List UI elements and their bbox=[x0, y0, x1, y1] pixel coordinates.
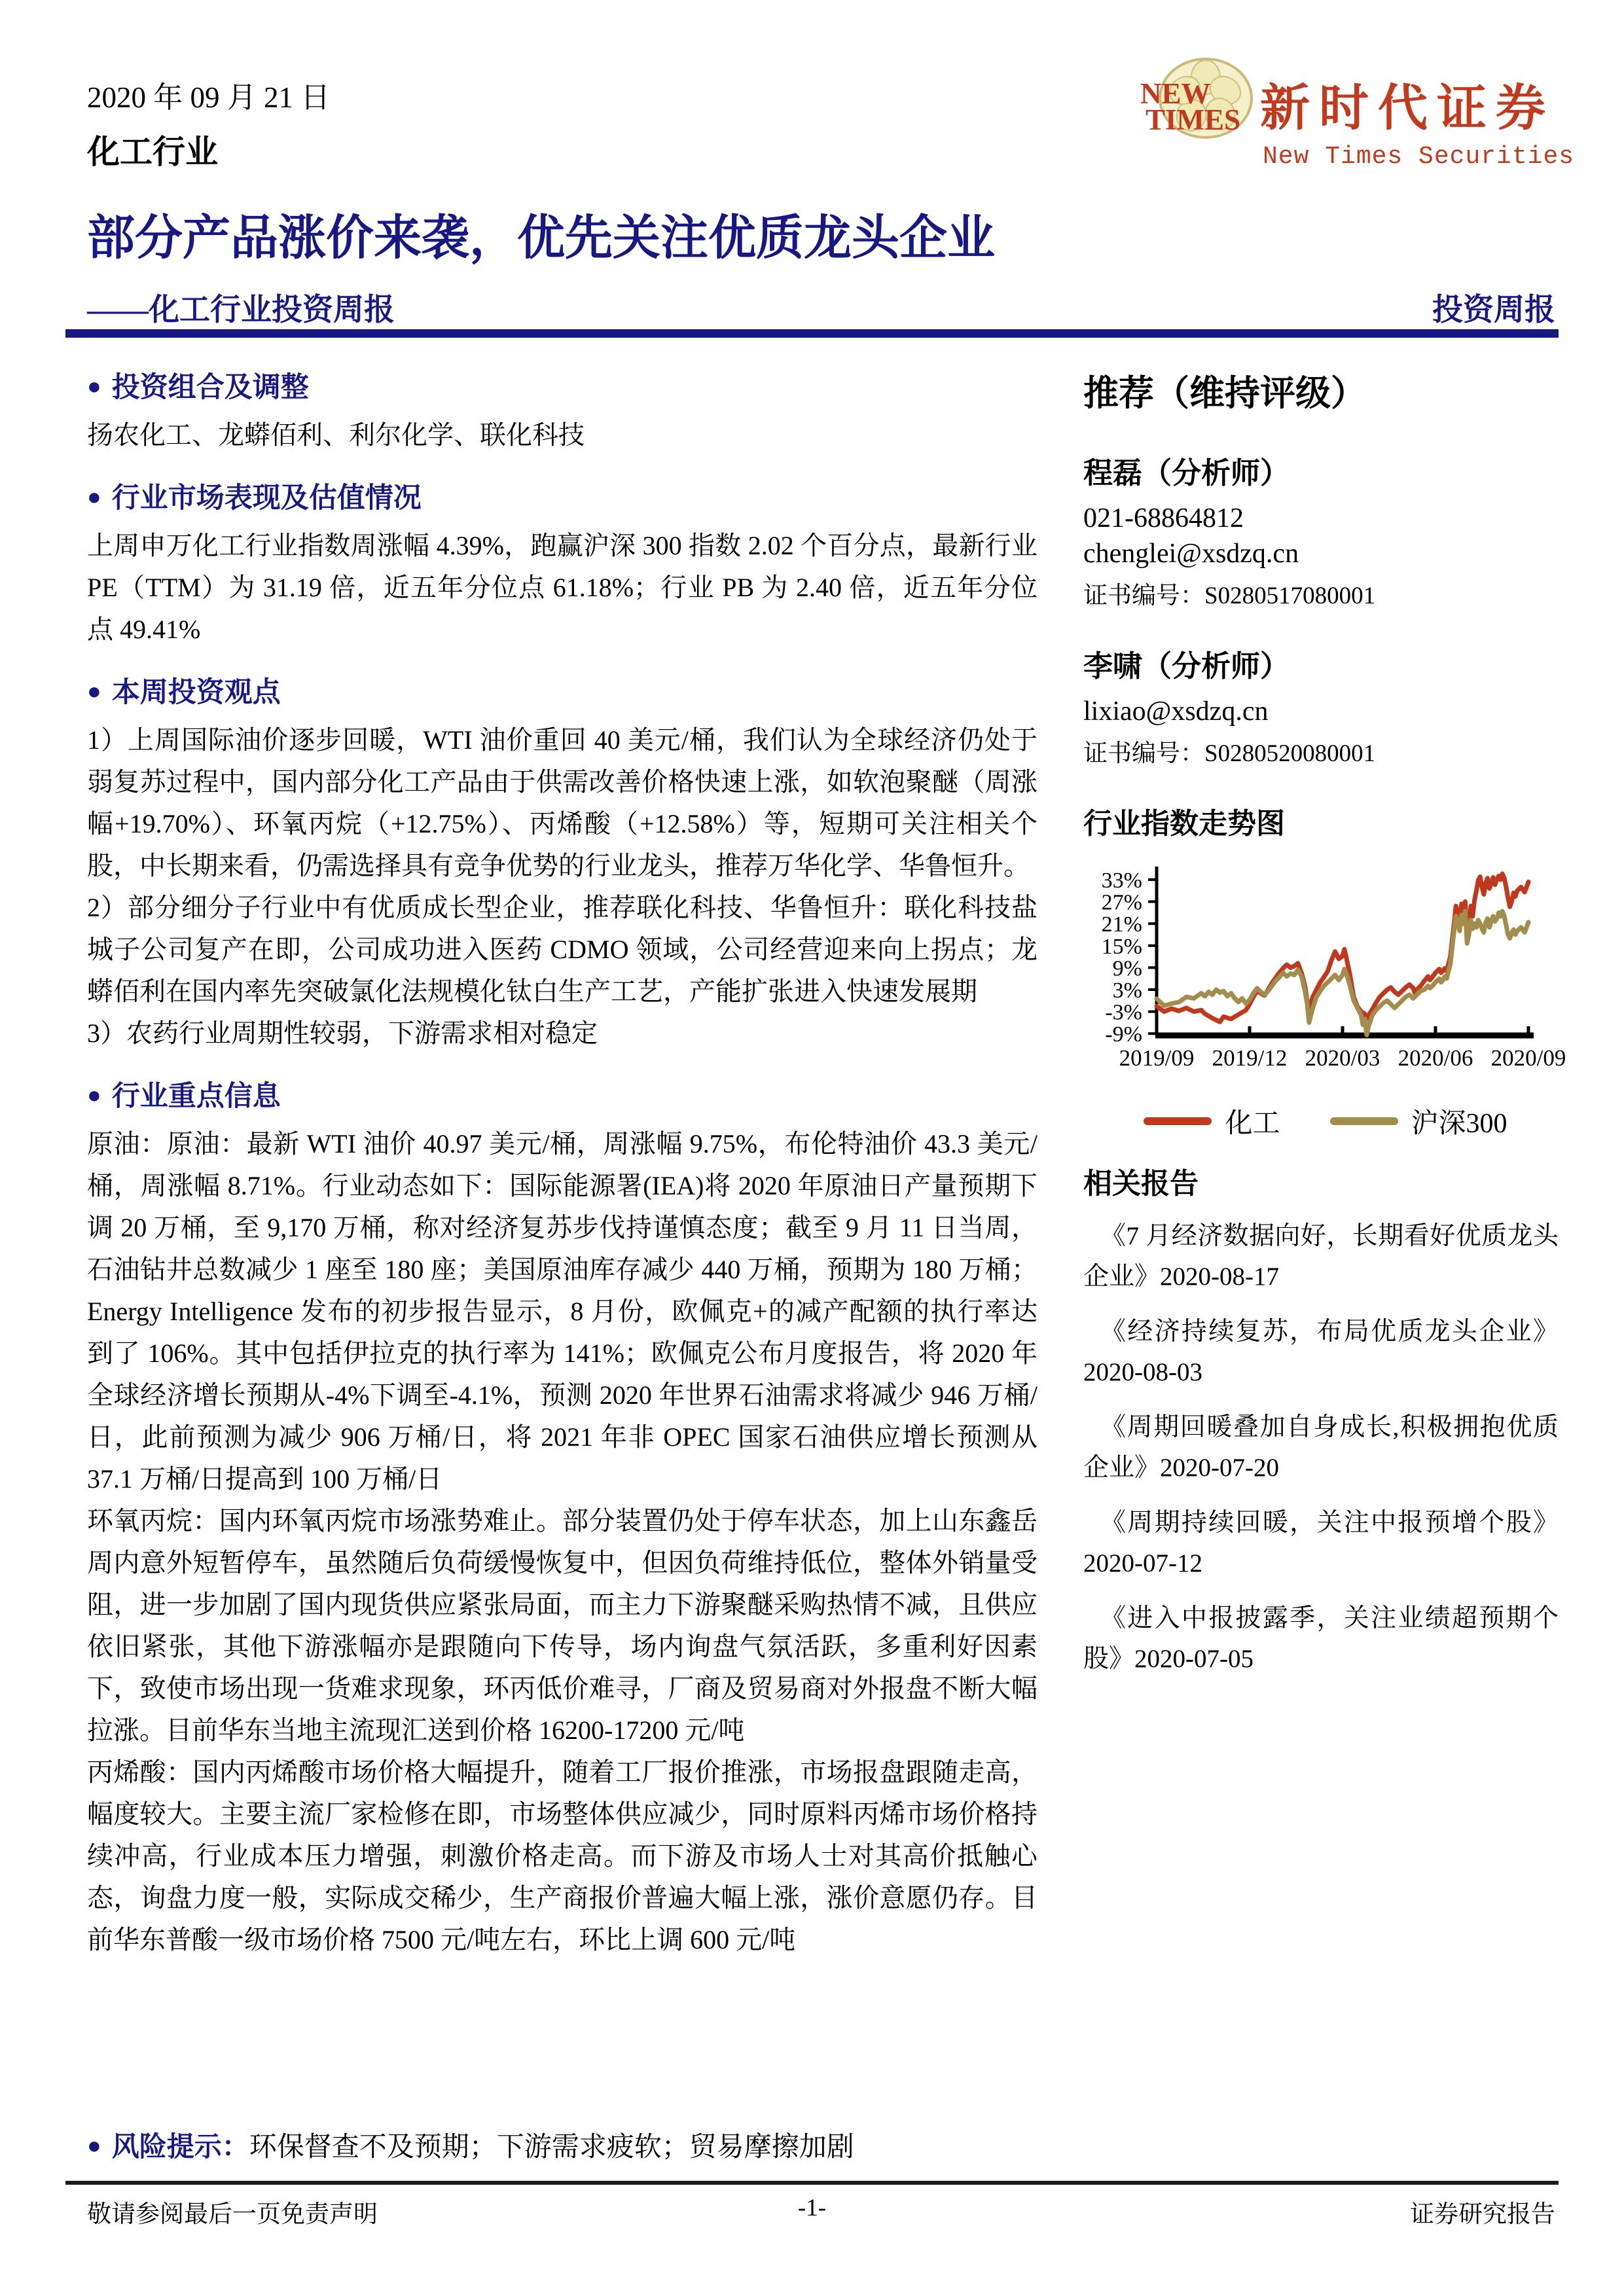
bullet-icon: ● bbox=[87, 484, 101, 510]
related-report-item bbox=[1083, 1407, 1559, 1488]
x-tick-label: 2020/06 bbox=[1398, 1045, 1473, 1071]
analyst-card bbox=[1083, 642, 1559, 768]
related-report-date: 2020-07-05 bbox=[1134, 1645, 1254, 1673]
section-header-label: 投资组合及调整 bbox=[111, 372, 309, 403]
analyst-email: chenglei@xsdzq.cn bbox=[1083, 539, 1299, 569]
left-column bbox=[87, 361, 1038, 1961]
section-header bbox=[87, 1074, 1038, 1114]
paragraph: 扬农化工、龙蟒佰利、利尔化学、联化科技 bbox=[87, 420, 585, 450]
x-tick-label: 2020/09 bbox=[1490, 1045, 1566, 1071]
related-report-title: 《进入中报披露季，关注业绩超预期个股》 bbox=[1083, 1604, 1559, 1673]
chart-legend bbox=[1083, 1102, 1568, 1141]
trend-chart-svg bbox=[1083, 859, 1566, 1089]
related-report-title: 《周期回暖叠加自身成长,积极拥抱优质企业》 bbox=[1083, 1413, 1559, 1482]
bullet-icon: ● bbox=[87, 1082, 101, 1108]
footer-divider bbox=[65, 2181, 1559, 2185]
paragraph: 3）农药行业周期性较弱，下游需求相对稳定 bbox=[87, 1018, 598, 1048]
related-report-item bbox=[1083, 1216, 1559, 1297]
legend-label: 化工 bbox=[1225, 1109, 1280, 1139]
legend-swatch-icon bbox=[1144, 1117, 1212, 1125]
analyst-phone: 021-68864812 bbox=[1083, 503, 1244, 533]
related-reports bbox=[1083, 1160, 1559, 1679]
y-tick-label: -3% bbox=[1105, 1000, 1142, 1025]
section-header-label: 行业市场表现及估值情况 bbox=[111, 483, 422, 514]
related-report-item bbox=[1083, 1503, 1559, 1584]
legend-item bbox=[1144, 1102, 1280, 1141]
paragraph: 环氧丙烷：国内环氧丙烷市场涨势难止。部分装置仍处于停车状态，加上山东鑫岳周内意外短暂停车，虽然随后负荷缓慢恢复中，但因负荷维持低位，整体外销量受阻，进一步加剧了国内现货供应紧张局面，而主力下游聚醚采购热情不减，且供应依旧紧张，其他下游涨幅亦是跟随向下传导，场内询盘气氛活跃，多重利好因素下，致使市场出现一货难求现象，环丙低价难寻，厂商及贸易商对外报盘不断大幅拉涨。目前华东当地主流现汇送到价格 16200-17200 元/吨 bbox=[87, 1506, 1038, 1745]
related-report-date: 2020-08-17 bbox=[1160, 1263, 1279, 1291]
header-divider bbox=[65, 329, 1559, 338]
bullet-icon: ● bbox=[87, 2132, 101, 2159]
page-number: -1- bbox=[797, 2195, 827, 2221]
logo-text-times: TIMES bbox=[1146, 103, 1241, 136]
footer-report-type: 证券研究报告 bbox=[1410, 2201, 1555, 2228]
related-reports-list bbox=[1083, 1216, 1559, 1679]
risk-warning bbox=[87, 2126, 1056, 2167]
y-tick-label: 21% bbox=[1101, 912, 1142, 937]
footer-disclaimer: 敬请参阅最后一页免责声明 bbox=[87, 2201, 378, 2228]
related-report-date: 2020-07-12 bbox=[1083, 1549, 1202, 1577]
paragraph: 原油：原油：最新 WTI 油价 40.97 美元/桶，周涨幅 9.75%，布伦特油价 43.3 美元/桶，周涨幅 8.71%。行业动态如下：国际能源署(IEA)将 2020 年原油日产量预期下调 20 万桶，至 9,170 万桶，称对经济复苏步伐持谨慎态度；截至 9 月 11 日当周，石油钻井总数减少 1 座至 180 座；美国原油库存减少 440 万桶，预期为 180 万桶；Energy Intelligence 发布的初步报告显示，8 月份，欧佩克+的减产配额的执行率达到了 106%。其中包括伊拉克的执行率为 141%；欧佩克公布月度报告，将 2020 年全球经济增长预期从-4%下调至-4.1%，预测 2020 年世界石油需求将减少 946 万桶/日，此前预测为减少 906 万桶/日，将 2021 年非 OPEC 国家石油供应增长预测从 37.1 万桶/日提高到 100 万桶/日 bbox=[87, 1129, 1038, 1494]
related-reports-header: 相关报告 bbox=[1083, 1168, 1199, 1200]
section-header bbox=[87, 476, 1038, 516]
series-line-化工 bbox=[1157, 874, 1528, 1022]
section-header bbox=[87, 670, 1038, 710]
report-title: 部分产品涨价来袭，优先关注优质龙头企业 bbox=[87, 211, 995, 264]
paragraph: 上周申万化工行业指数周涨幅 4.39%，跑赢沪深 300 指数 2.02 个百分点，最新行业 PE（TTM）为 31.19 倍，近五年分位点 61.18%；行业 PB 为 2.40 倍，近五年分位点 49.41% bbox=[87, 531, 1038, 644]
paragraph: 1）上周国际油价逐步回暖，WTI 油价重回 40 美元/桶，我们认为全球经济仍处于弱复苏过程中，国内部分化工产品由于供需改善价格快速上涨，如软泡聚醚（周涨幅+19.70%）、环氧丙烷（+12.75%）、丙烯酸（+12.58%）等，短期可关注相关个股，中长期来看，仍需选择具有竞争优势的行业龙头，推荐万华化学、华鲁恒升。 bbox=[87, 725, 1038, 880]
report-date: 2020 年 09 月 21 日 bbox=[87, 81, 331, 114]
x-tick-label: 2019/12 bbox=[1212, 1045, 1288, 1071]
brand-name-en: New Times Securities bbox=[1263, 143, 1575, 171]
analyst-cert: 证书编号：S0280517080001 bbox=[1083, 583, 1376, 609]
left-sections bbox=[87, 365, 1038, 1961]
x-tick-label: 2020/03 bbox=[1305, 1045, 1380, 1071]
related-report-date: 2020-08-03 bbox=[1083, 1358, 1202, 1386]
bullet-icon: ● bbox=[87, 678, 101, 704]
brand-name-cn: 新时代证券 bbox=[1260, 81, 1555, 136]
industry-index-chart bbox=[1083, 800, 1568, 1141]
analyst-email: lixiao@xsdzq.cn bbox=[1083, 696, 1269, 726]
y-tick-label: 9% bbox=[1112, 956, 1142, 981]
report-subtitle: ——化工行业投资周报 bbox=[87, 293, 395, 327]
analyst-cert: 证书编号：S0280520080001 bbox=[1083, 740, 1376, 767]
related-report-title: 《7 月经济数据向好，长期看好优质龙头企业》 bbox=[1083, 1222, 1559, 1291]
paragraph: 2）部分细分子行业中有优质成长型企业，推荐联化科技、华鲁恒升：联化科技盐城子公司复产在即，公司成功进入医药 CDMO 领域，公司经营迎来向上拐点；龙蟒佰利在国内率先突破氯化法规模化钛白生产工艺，产能扩张进入快速发展期 bbox=[87, 893, 1038, 1006]
risk-text: 环保督查不及预期；下游需求疲软；贸易摩擦加剧 bbox=[249, 2132, 854, 2162]
chart-title: 行业指数走势图 bbox=[1083, 808, 1285, 840]
bullet-icon: ● bbox=[87, 373, 101, 399]
analyst-card bbox=[1083, 449, 1559, 611]
logo-text-new: NEW bbox=[1140, 77, 1211, 110]
y-tick-label: 27% bbox=[1101, 890, 1142, 915]
legend-label: 沪深300 bbox=[1411, 1109, 1507, 1139]
legend-item bbox=[1330, 1102, 1507, 1141]
y-tick-label: 3% bbox=[1112, 978, 1142, 1003]
section-header-label: 行业重点信息 bbox=[111, 1081, 281, 1112]
report-type-badge: 投资周报 bbox=[1432, 293, 1555, 327]
related-report-title: 《周期持续回暖，关注中报预增个股》 bbox=[1100, 1509, 1559, 1537]
industry-label: 化工行业 bbox=[87, 134, 218, 170]
y-tick-label: 15% bbox=[1101, 934, 1142, 959]
analyst-name: 李啸（分析师） bbox=[1083, 650, 1290, 683]
paragraph: 丙烯酸：国内丙烯酸市场价格大幅提升，随着工厂报价推涨，市场报盘跟随走高，幅度较大。主要主流厂家检修在即，市场整体供应减少，同时原料丙烯市场价格持续冲高，行业成本压力增强，刺激价格走高。而下游及市场人士对其高价抵触心态，询盘力度一般，实际成交稀少，生产商报价普遍大幅上涨，涨价意愿仍存。目前华东普酸一级市场价格 7500 元/吨左右，环比上调 600 元/吨 bbox=[87, 1757, 1038, 1954]
related-report-item bbox=[1083, 1312, 1559, 1393]
related-report-item bbox=[1083, 1598, 1559, 1679]
section-header-label: 本周投资观点 bbox=[111, 677, 281, 708]
related-report-title: 《经济持续复苏，布局优质龙头企业》 bbox=[1100, 1318, 1559, 1346]
section-header bbox=[87, 365, 1038, 405]
legend-swatch-icon bbox=[1330, 1117, 1398, 1125]
analysts-block bbox=[1083, 449, 1559, 800]
related-report-date: 2020-07-20 bbox=[1160, 1454, 1279, 1482]
risk-label: 风险提示： bbox=[111, 2132, 249, 2162]
x-tick-label: 2019/09 bbox=[1119, 1045, 1195, 1071]
y-tick-label: 33% bbox=[1101, 869, 1142, 893]
brand-logo-icon bbox=[1140, 56, 1255, 148]
analyst-name: 程磊（分析师） bbox=[1083, 457, 1290, 490]
rating-badge: 推荐（维持评级） bbox=[1083, 374, 1366, 413]
y-tick-label: -9% bbox=[1105, 1022, 1142, 1047]
